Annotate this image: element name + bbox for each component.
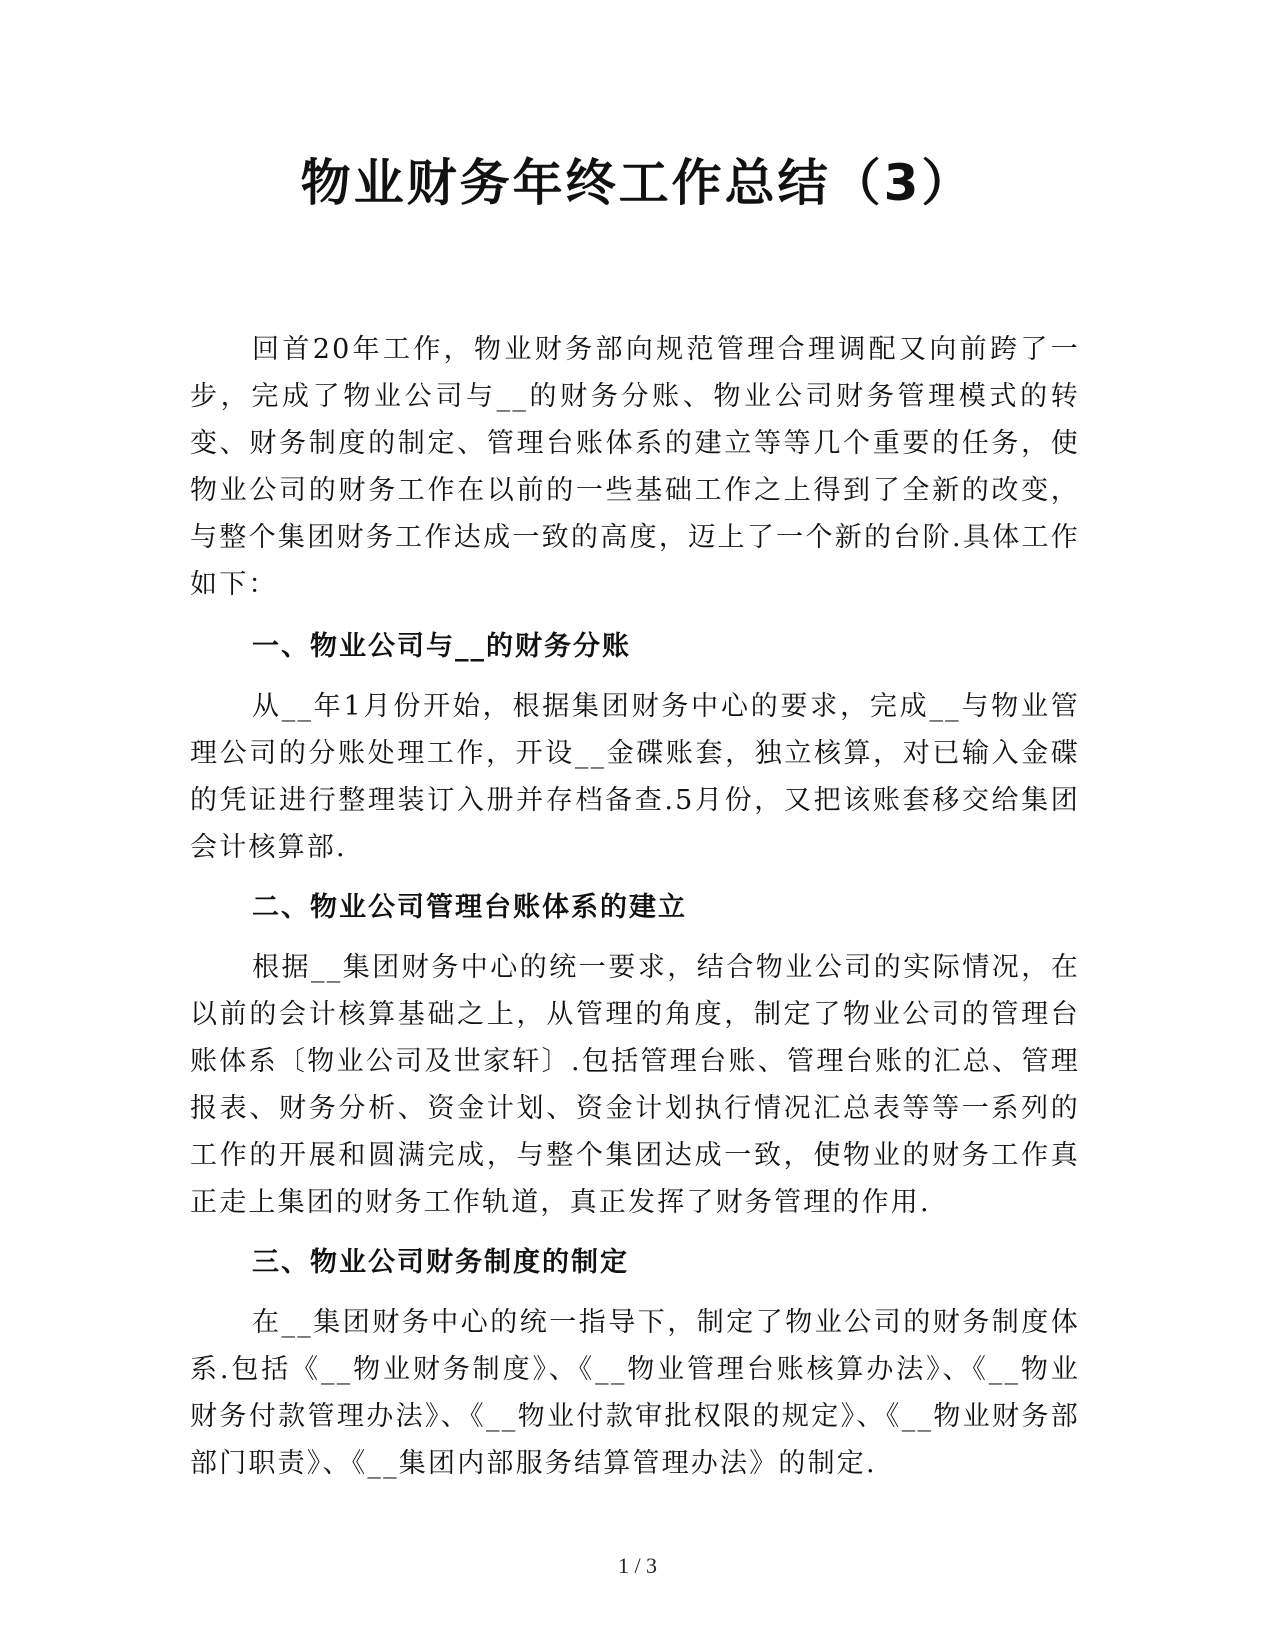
section-paragraph-1: 从__年1月份开始，根据集团财务中心的要求，完成__与物业管理公司的分账处理工作，开设__金碟账套，独立核算，对已输入金碟的凭证进行整理装订入册并存档备查.5月份，又把该账套移交给集团会计核算部. [190,691,1080,863]
section-heading-3: 三、物业公司财务制度的制定 [252,1247,629,1278]
section-paragraph-2: 根据__集团财务中心的统一要求，结合物业公司的实际情况，在以前的会计核算基础之上，从管理的角度，制定了物业公司的管理台账体系〔物业公司及世家轩〕.包括管理台账、管理台账的汇总、管理报表、财务分析、资金计划、资金计划执行情况汇总表等等一系列的工作的开展和圆满完成，与整个集团达成一致，使物业的财务工作真正走上集团的财务工作轨道，真正发挥了财务管理的作用. [190,952,1080,1218]
page-number: 1 / 3 [617,1553,658,1578]
section-heading-2: 二、物业公司管理台账体系的建立 [252,892,687,923]
document-title: 物业财务年终工作总结（3） [300,154,975,212]
section-paragraph-3: 在__集团财务中心的统一指导下，制定了物业公司的财务制度体系.包括《__物业财务制度》、《__物业管理台账核算办法》、《__物业财务付款管理办法》、《__物业付款审批权限的规定》、《__物业财务部部门职责》、《__集团内部服务结算管理办法》的制定. [190,1307,1080,1479]
intro-paragraph: 回首20年工作，物业财务部向规范管理合理调配又向前跨了一步，完成了物业公司与__的财务分账、物业公司财务管理模式的转变、财务制度的制定、管理台账体系的建立等等几个重要的任务，使物业公司的财务工作在以前的一些基础工作之上得到了全新的改变，与整个集团财务工作达成一致的高度，迈上了一个新的台阶.具体工作如下： [190,334,1080,600]
section-heading-1: 一、物业公司与__的财务分账 [252,631,631,662]
document-body [190,326,1080,1487]
